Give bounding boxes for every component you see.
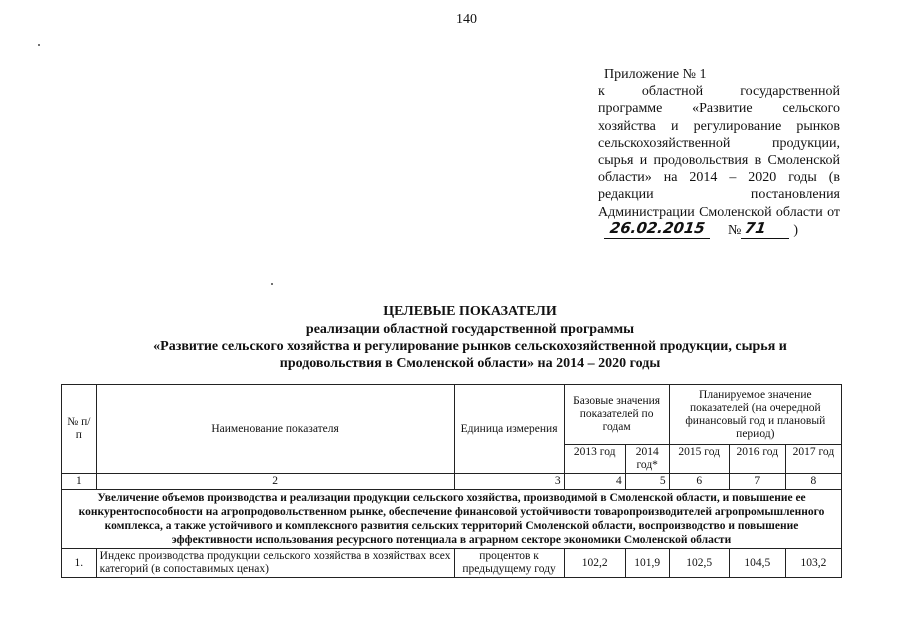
row-value-2013: 102,2 <box>564 549 625 578</box>
title-line-3: «Развитие сельского хозяйства и регулирование рынков сельскохозяйственной продукции, сырья и <box>153 339 787 354</box>
column-index: 4 <box>564 474 625 490</box>
row-value-2015: 102,5 <box>669 549 729 578</box>
row-unit: процентов к предыдущему году <box>454 549 564 578</box>
approval-number: 71 <box>741 220 789 239</box>
header-2015: 2015 год <box>669 445 729 474</box>
approval-signature-line <box>598 218 840 239</box>
scan-speck <box>38 44 40 46</box>
closing-paren: ) <box>793 222 799 238</box>
page-number: 140 <box>456 12 477 27</box>
title-line-4: продовольствия в Смоленской области» на 2014 – 2020 годы <box>279 356 661 371</box>
header-base-values: Базовые значения показателей по годам <box>564 385 669 445</box>
header-unit: Единица измерения <box>454 385 564 474</box>
row-num: 1. <box>62 549 97 578</box>
column-index: 7 <box>729 474 785 490</box>
indicators-table <box>61 384 842 578</box>
column-index: 6 <box>669 474 729 490</box>
title-line-2: реализации областной государственной программы <box>305 322 635 337</box>
scan-speck <box>271 283 273 285</box>
number-label: № <box>728 222 742 238</box>
header-2013: 2013 год <box>564 445 625 474</box>
row-value-2014: 101,9 <box>625 549 669 578</box>
header-2014: 2014 год* <box>625 445 669 474</box>
table-row <box>62 549 842 578</box>
appendix-body: к областной государственной программе «Развитие сельского хозяйства и регулирование рынков сельскохозяйственной продукции, сырья и продовольствия в Смоленской области» на 2014 – 2020 годы (в редакции постановления Администрации Смоленской области от <box>598 84 840 220</box>
appendix-heading: Приложение № 1 <box>604 67 707 82</box>
appendix-block <box>598 66 840 239</box>
column-index: 1 <box>62 474 97 490</box>
section-heading: Увеличение объемов производства и реализации продукции сельского хозяйства, производимой в Смоленской области, и повышение ее конкурентоспособности на агропродовольственном рынке, обеспечение финансовой устойчивости товаропроизводителей агропромышленного комплекса, а также устойчивого и комплексного развития сельских территорий Смоленской области, воспроизводство и повышение эффективности использования ресурсного потенциала в аграрном секторе экономики Смоленской области <box>62 490 842 549</box>
row-name: Индекс производства продукции сельского хозяйства в хозяйствах всех категорий (в сопоставимых ценах) <box>96 549 454 578</box>
header-2017: 2017 год <box>785 445 841 474</box>
header-name: Наименование показателя <box>96 385 454 474</box>
row-value-2016: 104,5 <box>729 549 785 578</box>
header-2016: 2016 год <box>729 445 785 474</box>
header-num: № п/п <box>62 385 97 474</box>
title-line-1: ЦЕЛЕВЫЕ ПОКАЗАТЕЛИ <box>383 304 557 319</box>
header-planned-values: Планируемое значение показателей (на очередной финансовый год и плановый период) <box>669 385 841 445</box>
approval-date: 26.02.2015 <box>604 220 710 239</box>
row-value-2017: 103,2 <box>785 549 841 578</box>
document-title <box>60 303 880 372</box>
column-index: 5 <box>625 474 669 490</box>
column-index: 3 <box>454 474 564 490</box>
column-index: 8 <box>785 474 841 490</box>
column-index: 2 <box>96 474 454 490</box>
